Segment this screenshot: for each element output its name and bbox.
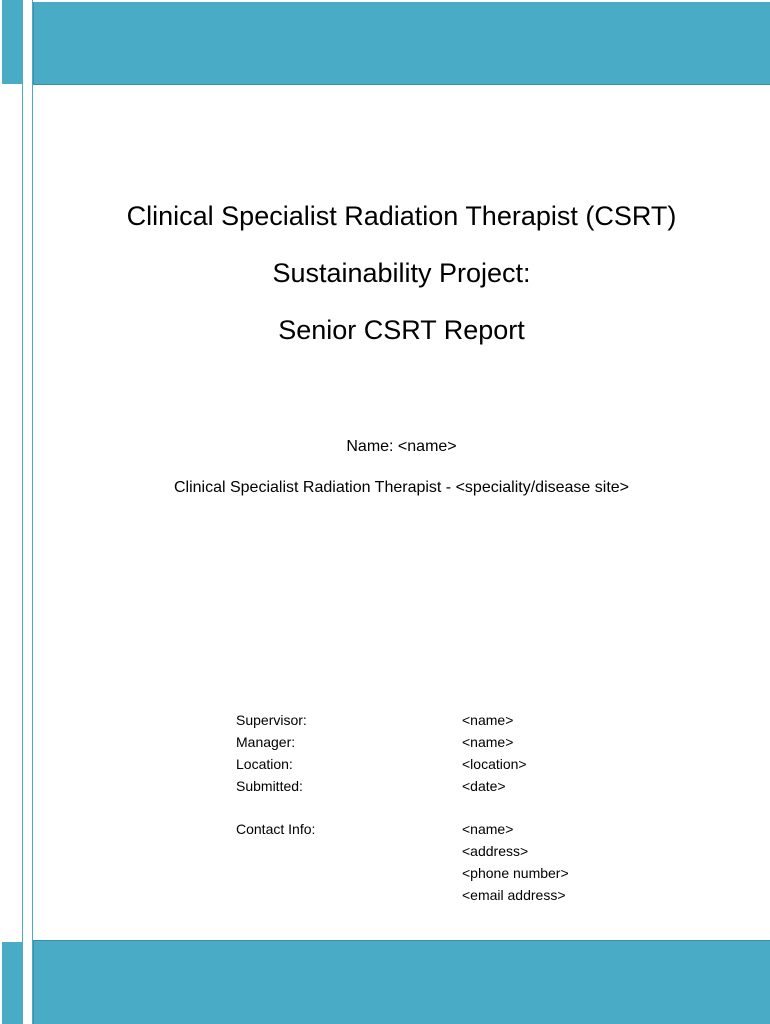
left-vertical-rule: [22, 0, 23, 1024]
detail-row-manager: [236, 731, 527, 753]
detail-row-supervisor: [236, 709, 527, 731]
contact-values: [462, 818, 569, 906]
title-line-3: Senior CSRT Report: [278, 315, 525, 345]
contact-label: Contact Info:: [236, 821, 316, 837]
title-line-2: Sustainability Project:: [272, 258, 531, 288]
detail-value: <date>: [462, 778, 506, 794]
title-line-1: Clinical Specialist Radiation Therapist (CSRT): [126, 201, 677, 231]
contact-email: <email address>: [462, 887, 566, 903]
left-accent-bottom: [2, 942, 23, 1024]
detail-value: <name>: [462, 734, 514, 750]
detail-row-submitted: [236, 775, 527, 797]
detail-label: Submitted:: [236, 778, 303, 794]
contact-info: [236, 818, 569, 906]
report-title: [33, 188, 770, 359]
detail-row-location: [236, 753, 527, 775]
detail-value: <location>: [462, 756, 527, 772]
detail-label: Supervisor:: [236, 712, 307, 728]
contact-name: <name>: [462, 821, 514, 837]
detail-label: Manager:: [236, 734, 296, 750]
contact-phone: <phone number>: [462, 865, 569, 881]
inner-vertical-rule: [32, 0, 33, 1024]
detail-label: Location:: [236, 756, 293, 772]
left-accent-top: [2, 0, 23, 84]
details-table: [236, 709, 527, 797]
footer-band: [33, 940, 770, 1024]
author-specialty: Clinical Specialist Radiation Therapist - <speciality/disease site>: [173, 479, 630, 496]
author-name: Name: <name>: [346, 438, 457, 455]
header-band: [33, 2, 770, 85]
detail-value: <name>: [462, 712, 514, 728]
contact-address: <address>: [462, 843, 529, 859]
